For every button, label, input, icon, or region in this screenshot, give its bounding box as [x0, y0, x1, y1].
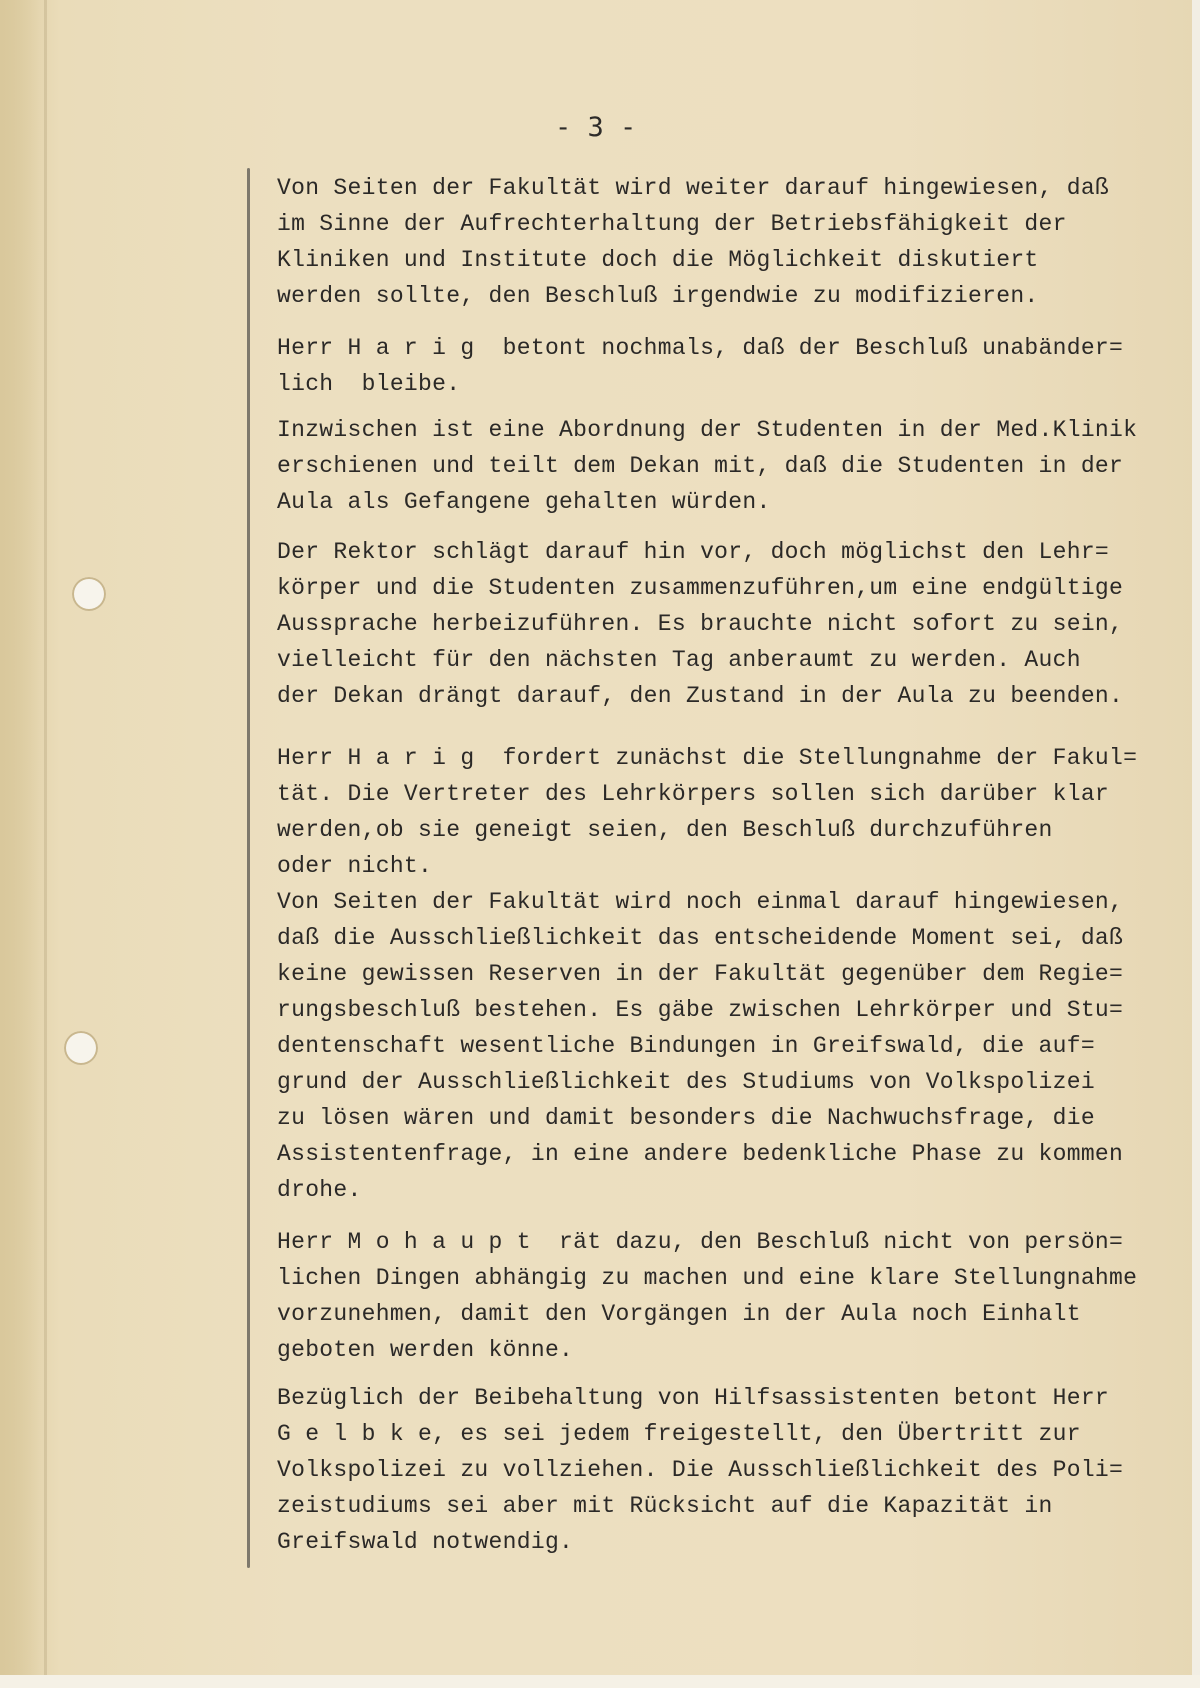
- text-line: werden,ob sie geneigt seien, den Beschluß durchzuführen: [277, 817, 1053, 843]
- text-line: zu lösen wären und damit besonders die Nachwuchsfrage, die: [277, 1105, 1095, 1131]
- text-line: erschienen und teilt dem Dekan mit, daß die Studenten in der: [277, 453, 1124, 479]
- text-line: Der Rektor schlägt darauf hin vor, doch möglichst den Lehr=: [277, 539, 1110, 565]
- text-line: Kliniken und Institute doch die Möglichkeit diskutiert: [277, 247, 1039, 273]
- text-line: Herr H a r i g fordert zunächst die Stellungnahme der Fakul=: [277, 745, 1138, 771]
- text-line: oder nicht.: [277, 853, 433, 879]
- text-line: keine gewissen Reserven in der Fakultät gegenüber dem Regie=: [277, 961, 1124, 987]
- text-line: geboten werden könne.: [277, 1337, 574, 1363]
- text-line: Aula als Gefangene gehalten würden.: [277, 489, 771, 515]
- punch-hole-top: [72, 577, 106, 611]
- text-line: Herr M o h a u p t rät dazu, den Beschluß nicht von persön=: [277, 1229, 1124, 1255]
- punch-hole-bottom: [64, 1031, 98, 1065]
- text-line: Von Seiten der Fakultät wird weiter darauf hingewiesen, daß: [277, 175, 1110, 201]
- paragraph-1: [277, 170, 1109, 314]
- text-line: lich bleibe.: [277, 371, 461, 397]
- text-line: zeistudiums sei aber mit Rücksicht auf die Kapazität in: [277, 1493, 1053, 1519]
- paper-crease: [44, 0, 47, 1688]
- text-line: der Dekan drängt darauf, den Zustand in der Aula zu beenden.: [277, 683, 1124, 709]
- paper-left-edge: [0, 0, 40, 1688]
- text-line: Aussprache herbeizuführen. Es brauchte nicht sofort zu sein,: [277, 611, 1124, 637]
- text-line: Inzwischen ist eine Abordnung der Studenten in der Med.Klinik: [277, 417, 1138, 443]
- text-line: rungsbeschluß bestehen. Es gäbe zwischen Lehrkörper und Stu=: [277, 997, 1124, 1023]
- paper-bottom-edge: [0, 1675, 1200, 1688]
- text-line: werden sollte, den Beschluß irgendwie zu modifizieren.: [277, 283, 1039, 309]
- paragraph-7: [277, 1224, 1137, 1368]
- text-line: daß die Ausschließlichkeit das entscheidende Moment sei, daß: [277, 925, 1124, 951]
- text-line: Bezüglich der Beibehaltung von Hilfsassistenten betont Herr: [277, 1385, 1110, 1411]
- text-line: dentenschaft wesentliche Bindungen in Greifswald, die auf=: [277, 1033, 1095, 1059]
- paragraph-2: [277, 330, 1123, 402]
- paragraph-8: [277, 1380, 1123, 1560]
- paper-right-edge: [1192, 0, 1200, 1688]
- text-line: vielleicht für den nächsten Tag anberaumt zu werden. Auch: [277, 647, 1081, 673]
- text-line: Assistentenfrage, in eine andere bedenkliche Phase zu kommen: [277, 1141, 1124, 1167]
- text-line: im Sinne der Aufrechterhaltung der Betriebsfähigkeit der: [277, 211, 1067, 237]
- paragraph-4: [277, 534, 1123, 714]
- paragraph-3: [277, 412, 1137, 520]
- paragraph-5: [277, 740, 1137, 884]
- text-line: Volkspolizei zu vollziehen. Die Ausschließlichkeit des Poli=: [277, 1457, 1124, 1483]
- page-number: - 3 -: [555, 112, 637, 143]
- text-line: vorzunehmen, damit den Vorgängen in der Aula noch Einhalt: [277, 1301, 1081, 1327]
- text-line: lichen Dingen abhängig zu machen und eine klare Stellungnahme: [277, 1265, 1138, 1291]
- text-line: tät. Die Vertreter des Lehrkörpers sollen sich darüber klar: [277, 781, 1110, 807]
- text-line: G e l b k e, es sei jedem freigestellt, den Übertritt zur: [277, 1421, 1081, 1447]
- pencil-margin-line: [247, 168, 250, 1568]
- text-line: Greifswald notwendig.: [277, 1529, 574, 1555]
- text-line: Von Seiten der Fakultät wird noch einmal darauf hingewiesen,: [277, 889, 1124, 915]
- text-line: drohe.: [277, 1177, 362, 1203]
- text-line: körper und die Studenten zusammenzuführen,um eine endgültige: [277, 575, 1124, 601]
- text-line: grund der Ausschließlichkeit des Studiums von Volkspolizei: [277, 1069, 1095, 1095]
- paragraph-6: [277, 884, 1123, 1208]
- text-line: Herr H a r i g betont nochmals, daß der Beschluß unabänder=: [277, 335, 1124, 361]
